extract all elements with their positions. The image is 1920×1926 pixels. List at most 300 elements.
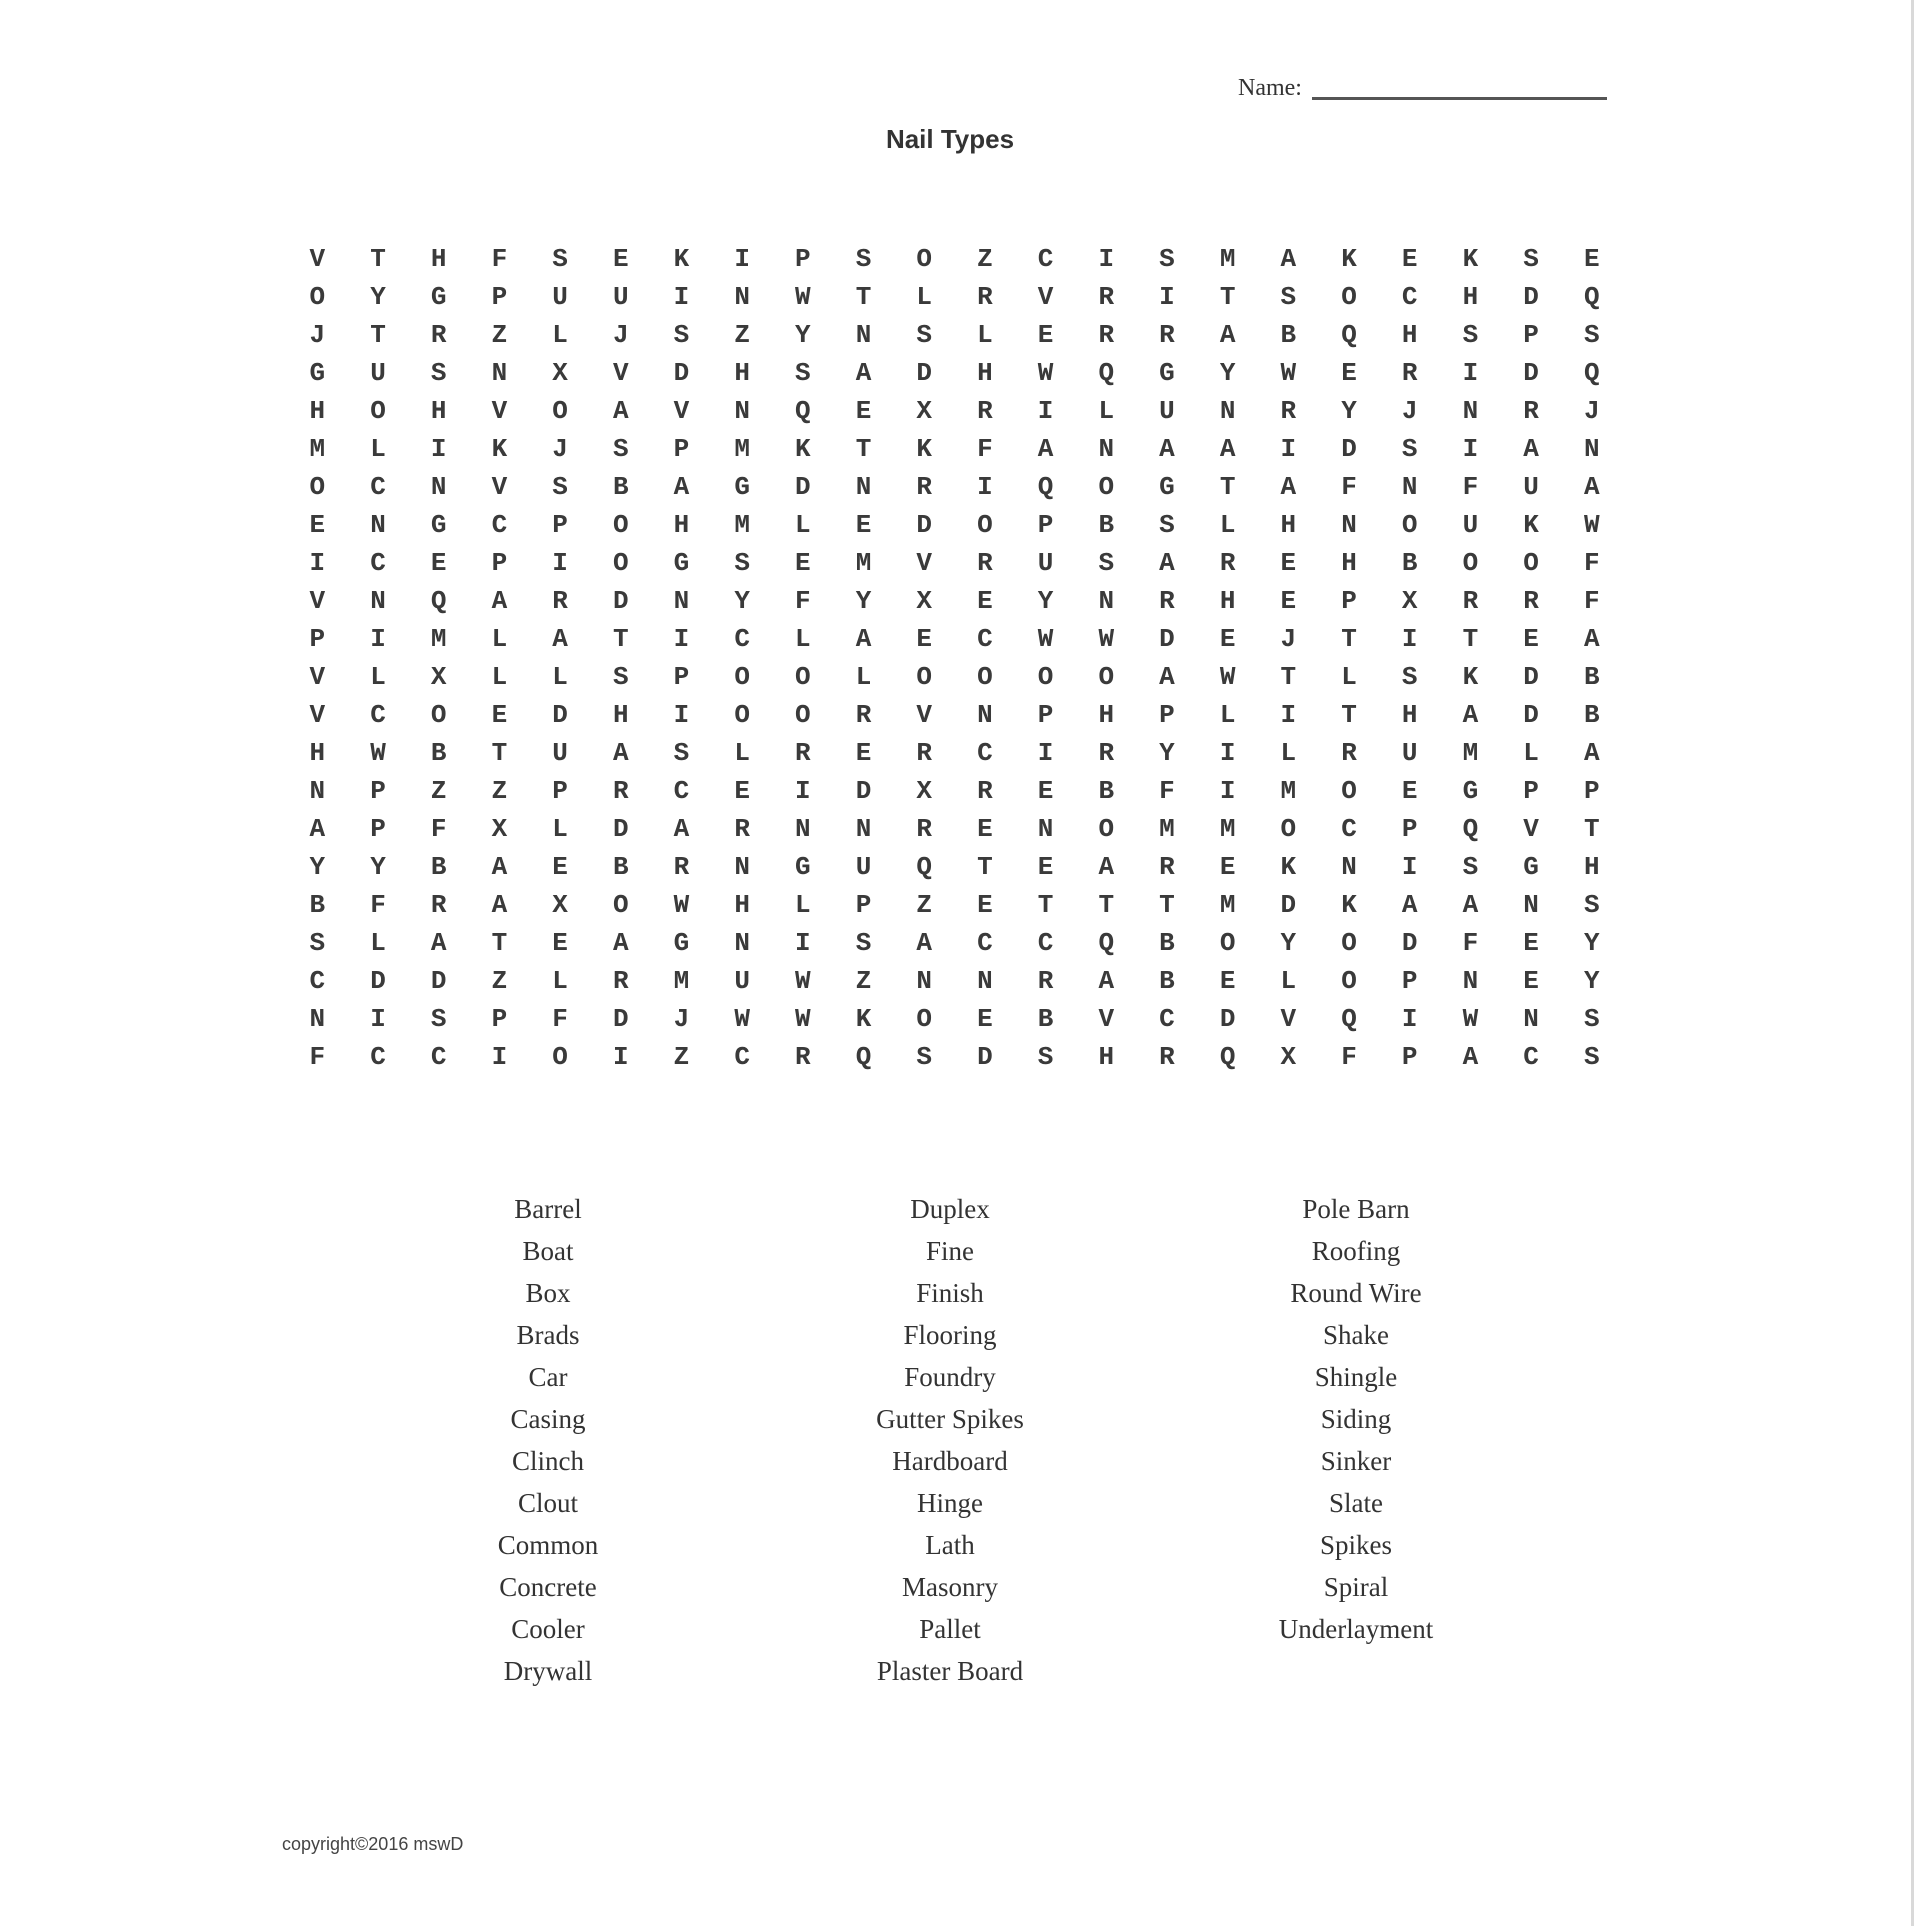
grid-letter: E — [1523, 966, 1539, 996]
word-list-item: Plaster Board — [876, 1656, 1024, 1686]
grid-letter: C — [1523, 1042, 1539, 1072]
grid-letter: F — [1462, 472, 1479, 502]
grid-letter: H — [612, 700, 629, 730]
grid-letter: P — [1583, 776, 1600, 806]
grid-letter: A — [673, 814, 690, 844]
grid-letter: D — [916, 510, 933, 540]
grid-letter: R — [795, 1042, 811, 1072]
grid-letter: C — [491, 510, 508, 540]
grid-letter: G — [673, 548, 690, 578]
grid-letter: X — [916, 586, 933, 616]
grid-letter: A — [1219, 434, 1236, 464]
grid-letter: I — [1401, 624, 1418, 654]
grid-letter: R — [1159, 1042, 1175, 1072]
grid-letter: F — [1583, 548, 1600, 578]
grid-letter: R — [1523, 396, 1539, 426]
grid-letter: U — [370, 358, 386, 388]
grid-letter: R — [673, 852, 690, 882]
grid-letter: N — [795, 814, 811, 844]
grid-letter: N — [370, 586, 386, 616]
grid-letter: I — [673, 282, 690, 312]
grid-letter: S — [673, 320, 690, 350]
grid-letter: O — [1098, 814, 1115, 844]
grid-letter: Z — [977, 244, 993, 274]
grid-letter: Y — [1280, 928, 1297, 958]
grid-letter: A — [855, 624, 872, 654]
grid-letter: P — [370, 814, 386, 844]
grid-letter: D — [612, 586, 629, 616]
grid-letter: G — [1159, 472, 1175, 502]
grid-letter: T — [1462, 624, 1479, 654]
grid-letter: L — [795, 890, 811, 920]
word-list-item: Hinge — [917, 1488, 983, 1518]
grid-letter: A — [491, 586, 508, 616]
grid-letter: E — [855, 396, 872, 426]
grid-letter: U — [552, 738, 568, 768]
grid-letter: H — [1341, 548, 1357, 578]
grid-letter: E — [977, 586, 993, 616]
grid-letter: M — [734, 434, 750, 464]
grid-letter: D — [430, 966, 447, 996]
grid-letter: O — [1523, 548, 1539, 578]
grid-letter: N — [1341, 852, 1357, 882]
grid-letter: R — [734, 814, 750, 844]
grid-letter: Q — [1341, 320, 1357, 350]
grid-letter: N — [1219, 396, 1236, 426]
grid-letter: G — [430, 282, 447, 312]
grid-letter: R — [1159, 586, 1175, 616]
grid-letter: V — [309, 662, 326, 692]
grid-letter: M — [1280, 776, 1297, 806]
name-label: Name: — [1238, 75, 1302, 101]
grid-letter: P — [1401, 814, 1418, 844]
grid-letter: S — [916, 1042, 933, 1072]
grid-letter: A — [1462, 700, 1479, 730]
grid-letter: N — [1462, 396, 1479, 426]
grid-letter: H — [430, 396, 447, 426]
grid-letter: S — [1037, 1042, 1054, 1072]
grid-letter: B — [1583, 662, 1600, 692]
word-list-item: Cooler — [511, 1614, 585, 1644]
grid-letter: L — [370, 928, 386, 958]
grid-letter: R — [430, 320, 447, 350]
grid-letter: A — [1401, 890, 1418, 920]
grid-letter: E — [1037, 852, 1054, 882]
grid-letter: E — [1523, 624, 1539, 654]
grid-letter: S — [1401, 662, 1418, 692]
grid-letter: N — [430, 472, 447, 502]
grid-letter: B — [612, 852, 629, 882]
grid-letter: X — [916, 396, 933, 426]
grid-letter: O — [612, 890, 629, 920]
grid-letter: T — [977, 852, 993, 882]
grid-letter: O — [795, 700, 811, 730]
grid-letter: L — [1280, 738, 1297, 768]
word-list-item: Masonry — [902, 1572, 998, 1602]
grid-letter: P — [552, 510, 568, 540]
grid-letter: O — [1280, 814, 1297, 844]
grid-letter: O — [1401, 510, 1418, 540]
word-list-item: Pole Barn — [1302, 1194, 1410, 1224]
grid-letter: C — [370, 1042, 386, 1072]
grid-letter: K — [673, 244, 690, 274]
word-list-item: Siding — [1320, 1404, 1392, 1434]
grid-letter: Y — [309, 852, 326, 882]
grid-letter: E — [552, 928, 568, 958]
grid-letter: H — [309, 738, 326, 768]
grid-letter: E — [309, 510, 326, 540]
grid-letter: C — [1341, 814, 1357, 844]
grid-letter: L — [795, 624, 811, 654]
grid-letter: M — [734, 510, 750, 540]
grid-letter: I — [309, 548, 326, 578]
word-list-item: Gutter Spikes — [876, 1404, 1024, 1434]
grid-letter: N — [1401, 472, 1418, 502]
grid-letter: S — [612, 434, 629, 464]
grid-letter: H — [734, 358, 750, 388]
grid-letter: A — [1462, 1042, 1479, 1072]
grid-letter: K — [1462, 244, 1479, 274]
grid-letter: U — [1037, 548, 1054, 578]
grid-letter: N — [1523, 1004, 1539, 1034]
grid-letter: M — [1219, 814, 1236, 844]
grid-letter: V — [309, 700, 326, 730]
grid-letter: F — [1583, 586, 1600, 616]
grid-letter: H — [1219, 586, 1236, 616]
grid-letter: Q — [916, 852, 933, 882]
grid-letter: R — [1341, 738, 1357, 768]
grid-letter: P — [370, 776, 386, 806]
word-list-item: Drywall — [503, 1656, 593, 1686]
grid-letter: L — [795, 510, 811, 540]
grid-letter: E — [977, 814, 993, 844]
word-list-column-2 — [800, 1188, 1100, 1692]
grid-letter: N — [309, 776, 326, 806]
grid-letter: Q — [1462, 814, 1479, 844]
grid-letter: G — [673, 928, 690, 958]
grid-letter: Y — [370, 852, 386, 882]
grid-letter: O — [916, 662, 933, 692]
grid-letter: F — [309, 1042, 326, 1072]
grid-letter: I — [370, 1004, 386, 1034]
grid-letter: C — [734, 624, 750, 654]
grid-letter: P — [1037, 510, 1054, 540]
grid-letter: W — [1462, 1004, 1479, 1034]
grid-letter: I — [1401, 852, 1418, 882]
grid-letter: L — [1280, 966, 1297, 996]
grid-letter: O — [552, 396, 568, 426]
grid-letter: U — [552, 282, 568, 312]
grid-letter: Z — [916, 890, 933, 920]
grid-letter: D — [795, 472, 811, 502]
word-list-item: Brads — [516, 1320, 580, 1350]
grid-letter: I — [552, 548, 568, 578]
grid-letter: E — [855, 510, 872, 540]
grid-letter: W — [795, 1004, 811, 1034]
grid-letter: D — [673, 358, 690, 388]
grid-letter: C — [1037, 928, 1054, 958]
grid-letter: R — [430, 890, 447, 920]
grid-letter: L — [552, 966, 568, 996]
grid-letter: V — [1523, 814, 1539, 844]
grid-letter: O — [1341, 928, 1357, 958]
grid-letter: U — [1462, 510, 1479, 540]
grid-letter: O — [977, 510, 993, 540]
grid-letter: K — [916, 434, 933, 464]
grid-letter: T — [1098, 890, 1115, 920]
grid-letter: Y — [1341, 396, 1357, 426]
grid-letter: B — [1583, 700, 1600, 730]
grid-letter: A — [916, 928, 933, 958]
grid-letter: B — [1280, 320, 1297, 350]
grid-letter: W — [1280, 358, 1297, 388]
grid-letter: O — [1462, 548, 1479, 578]
grid-letter: X — [916, 776, 933, 806]
grid-letter: T — [370, 320, 386, 350]
grid-letter: P — [1523, 776, 1539, 806]
grid-letter: Q — [1098, 358, 1115, 388]
grid-letter: L — [977, 320, 993, 350]
grid-letter: I — [795, 928, 811, 958]
grid-letter: U — [612, 282, 629, 312]
grid-letter: R — [977, 396, 993, 426]
grid-letter: D — [916, 358, 933, 388]
grid-letter: W — [1037, 624, 1054, 654]
word-list-item: Fine — [925, 1236, 974, 1266]
grid-letter: S — [612, 662, 629, 692]
grid-letter: N — [855, 320, 872, 350]
grid-letter: L — [1098, 396, 1115, 426]
grid-letter: N — [734, 282, 750, 312]
grid-letter: G — [1159, 358, 1175, 388]
grid-letter: I — [1462, 358, 1479, 388]
grid-letter: F — [370, 890, 386, 920]
grid-letter: P — [1401, 966, 1418, 996]
grid-letter: A — [1159, 434, 1175, 464]
grid-letter: S — [1462, 320, 1479, 350]
grid-letter: N — [1341, 510, 1357, 540]
grid-letter: B — [1098, 510, 1115, 540]
grid-letter: P — [673, 662, 690, 692]
grid-letter: K — [1341, 244, 1357, 274]
grid-letter: S — [855, 928, 872, 958]
word-list-item: Clinch — [512, 1446, 584, 1476]
grid-letter: H — [309, 396, 326, 426]
grid-letter: S — [673, 738, 690, 768]
copyright-notice: copyright©2016 mswD — [282, 1834, 464, 1854]
grid-letter: I — [1037, 396, 1054, 426]
grid-letter: B — [612, 472, 629, 502]
grid-letter: H — [430, 244, 447, 274]
grid-letter: N — [309, 1004, 326, 1034]
grid-letter: M — [1219, 244, 1236, 274]
grid-letter: G — [795, 852, 811, 882]
grid-letter: A — [491, 890, 508, 920]
grid-letter: T — [855, 434, 872, 464]
grid-letter: I — [1280, 434, 1297, 464]
grid-letter: Y — [795, 320, 811, 350]
grid-letter: Y — [1583, 966, 1600, 996]
grid-letter: G — [1523, 852, 1539, 882]
grid-letter: K — [1523, 510, 1539, 540]
grid-letter: K — [1280, 852, 1297, 882]
name-field-row — [1238, 66, 1628, 106]
grid-letter: C — [673, 776, 690, 806]
grid-letter: I — [1401, 1004, 1418, 1034]
grid-letter: S — [1401, 434, 1418, 464]
grid-letter: D — [1280, 890, 1297, 920]
grid-letter: O — [916, 244, 933, 274]
grid-letter: R — [916, 814, 933, 844]
grid-letter: N — [1583, 434, 1600, 464]
grid-letter: R — [1037, 966, 1054, 996]
grid-letter: X — [552, 890, 568, 920]
word-list-item: Car — [528, 1362, 568, 1392]
grid-letter: A — [1159, 662, 1175, 692]
grid-letter: I — [1219, 776, 1236, 806]
grid-letter: H — [1098, 1042, 1115, 1072]
grid-letter: R — [1523, 586, 1539, 616]
word-list-item: Box — [525, 1278, 571, 1308]
grid-letter: D — [612, 814, 629, 844]
grid-letter: W — [1098, 624, 1115, 654]
grid-letter: T — [612, 624, 629, 654]
grid-letter: E — [430, 548, 447, 578]
grid-letter: M — [855, 548, 872, 578]
word-list-item: Pallet — [919, 1614, 981, 1644]
grid-letter: D — [612, 1004, 629, 1034]
grid-letter: N — [1098, 434, 1115, 464]
grid-letter: Q — [1098, 928, 1115, 958]
grid-letter: R — [795, 738, 811, 768]
grid-letter: D — [1523, 358, 1539, 388]
grid-letter: Y — [855, 586, 872, 616]
grid-letter: I — [1462, 434, 1479, 464]
grid-letter: P — [309, 624, 326, 654]
grid-letter: C — [977, 928, 993, 958]
grid-letter: N — [977, 966, 993, 996]
grid-letter: W — [795, 966, 811, 996]
grid-letter: N — [1098, 586, 1115, 616]
grid-letter: U — [1401, 738, 1418, 768]
word-list-item: Boat — [522, 1236, 574, 1266]
grid-letter: W — [1583, 510, 1600, 540]
grid-letter: O — [1219, 928, 1236, 958]
grid-letter: G — [734, 472, 750, 502]
grid-letter: V — [916, 700, 933, 730]
grid-letter: F — [795, 586, 811, 616]
grid-letter: R — [1159, 852, 1175, 882]
grid-letter: P — [552, 776, 568, 806]
grid-letter: Z — [673, 1042, 690, 1072]
grid-letter: C — [1401, 282, 1418, 312]
grid-letter: Q — [1583, 282, 1600, 312]
grid-letter: B — [1159, 928, 1175, 958]
grid-letter: L — [1219, 700, 1236, 730]
grid-letter: A — [1583, 472, 1600, 502]
grid-letter: B — [430, 852, 447, 882]
grid-letter: L — [1341, 662, 1357, 692]
grid-letter: E — [1219, 624, 1236, 654]
grid-letter: O — [1098, 662, 1115, 692]
grid-letter: H — [1098, 700, 1115, 730]
grid-letter: D — [1523, 700, 1539, 730]
grid-letter: S — [1583, 320, 1600, 350]
grid-letter: R — [1098, 738, 1115, 768]
grid-letter: O — [1341, 282, 1357, 312]
grid-letter: T — [1219, 472, 1236, 502]
grid-letter: N — [1037, 814, 1054, 844]
grid-letter: S — [1583, 1004, 1600, 1034]
grid-letter: T — [1341, 624, 1357, 654]
grid-letter: C — [370, 472, 386, 502]
grid-letter: H — [1280, 510, 1297, 540]
grid-letter: M — [1219, 890, 1236, 920]
grid-letter: T — [491, 928, 508, 958]
grid-letter: Y — [1219, 358, 1236, 388]
grid-letter: H — [1401, 700, 1418, 730]
grid-letter: T — [1280, 662, 1297, 692]
grid-letter: A — [1280, 244, 1297, 274]
grid-letter: P — [1401, 1042, 1418, 1072]
grid-letter: O — [552, 1042, 568, 1072]
grid-letter: D — [977, 1042, 993, 1072]
grid-letter: N — [1462, 966, 1479, 996]
grid-letter: X — [1280, 1042, 1297, 1072]
grid-letter: M — [1462, 738, 1479, 768]
grid-letter: A — [1583, 624, 1600, 654]
word-list-item: Sinker — [1320, 1446, 1392, 1476]
grid-letter: O — [1037, 662, 1054, 692]
grid-letter: C — [734, 1042, 750, 1072]
grid-letter: B — [430, 738, 447, 768]
grid-letter: G — [430, 510, 447, 540]
grid-letter: U — [734, 966, 750, 996]
grid-letter: Z — [430, 776, 447, 806]
grid-letter: A — [309, 814, 326, 844]
grid-letter: P — [795, 244, 811, 274]
grid-letter: I — [1037, 738, 1054, 768]
grid-letter: X — [430, 662, 447, 692]
grid-letter: J — [1401, 396, 1418, 426]
grid-letter: T — [1341, 700, 1357, 730]
grid-letter: L — [1523, 738, 1539, 768]
grid-letter: H — [1583, 852, 1600, 882]
grid-letter: T — [1037, 890, 1054, 920]
grid-letter: R — [977, 776, 993, 806]
grid-letter: A — [1159, 548, 1175, 578]
grid-letter: S — [1462, 852, 1479, 882]
grid-letter: S — [795, 358, 811, 388]
grid-letter: A — [1098, 852, 1115, 882]
grid-letter: D — [1341, 434, 1357, 464]
grid-letter: O — [370, 396, 386, 426]
word-list-item: Shingle — [1314, 1362, 1398, 1392]
grid-letter: K — [1341, 890, 1357, 920]
grid-letter: B — [1037, 1004, 1054, 1034]
grid-letter: I — [370, 624, 386, 654]
grid-letter: E — [734, 776, 750, 806]
grid-letter: T — [370, 244, 386, 274]
grid-letter: E — [977, 1004, 993, 1034]
grid-letter: H — [977, 358, 993, 388]
grid-letter: R — [1401, 358, 1418, 388]
grid-letter: Q — [1037, 472, 1054, 502]
grid-letter: G — [309, 358, 326, 388]
grid-letter: A — [855, 358, 872, 388]
grid-letter: O — [1098, 472, 1115, 502]
grid-letter: L — [370, 434, 386, 464]
